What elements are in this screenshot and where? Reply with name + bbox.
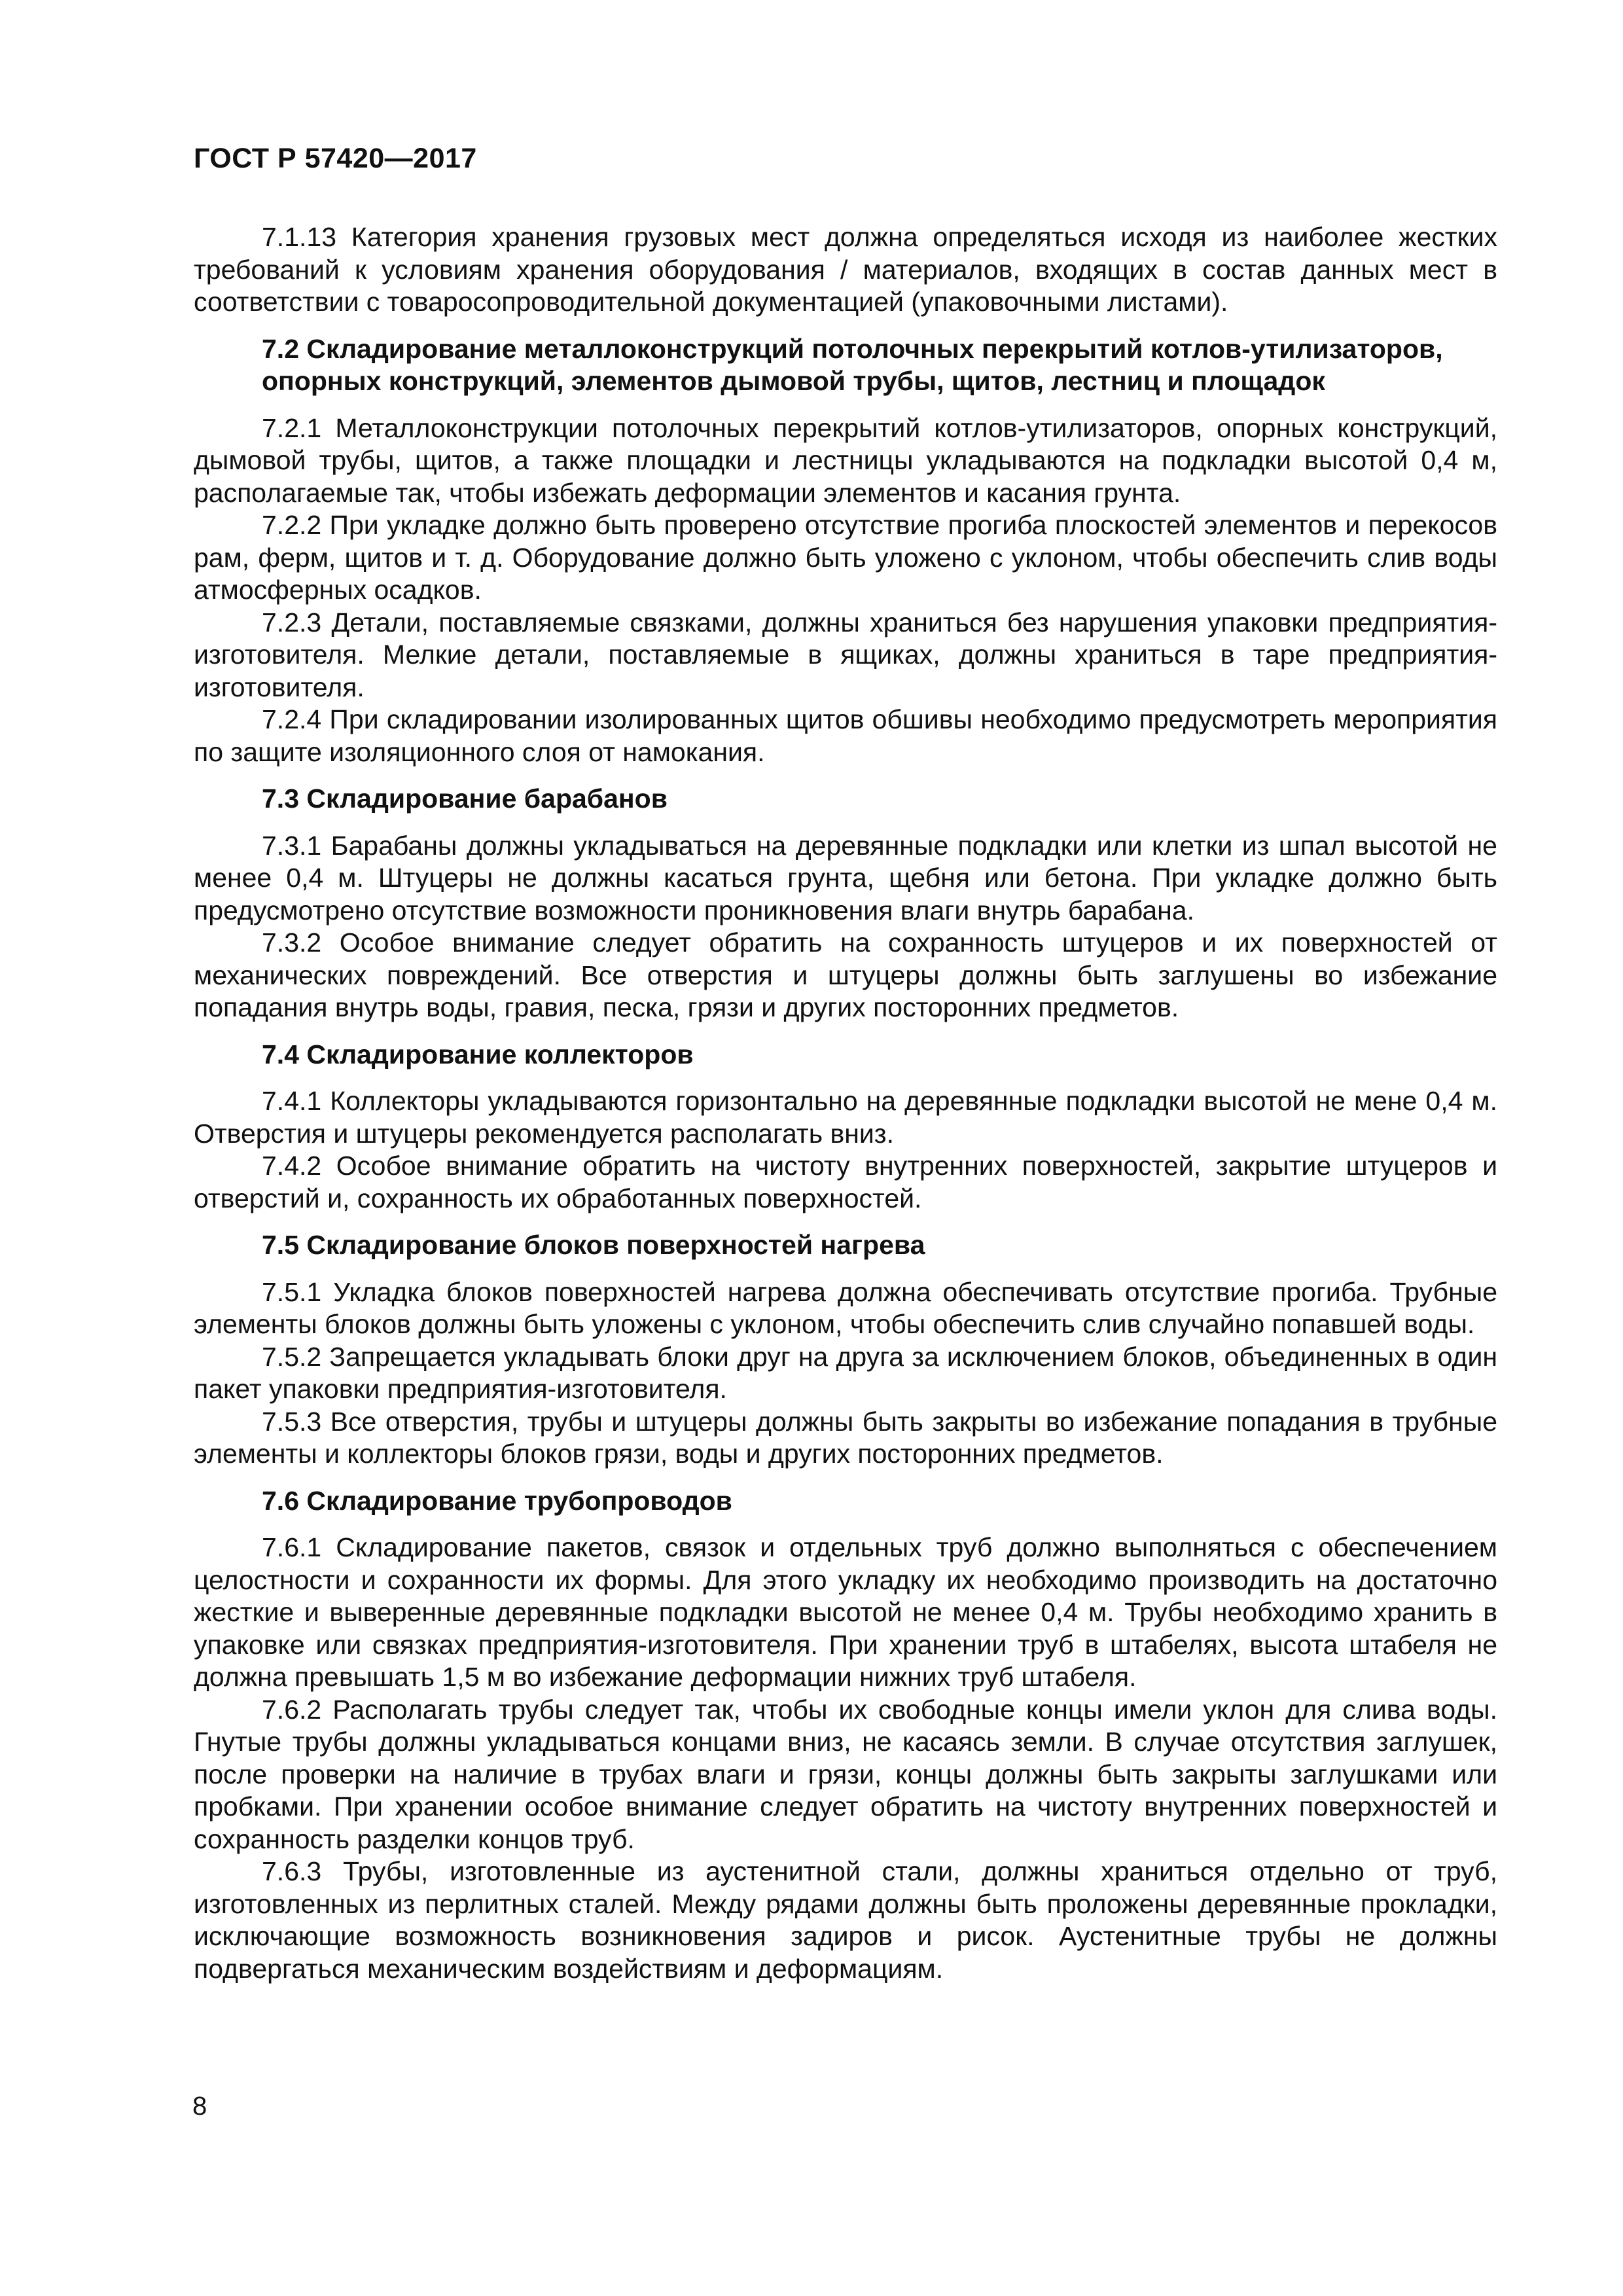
- section-heading: 7.4 Складирование коллекторов: [262, 1039, 694, 1069]
- document-body: [194, 221, 1497, 1985]
- paragraph-7-6-2: 7.6.2 Располагать трубы следует так, чтобы их свободные концы имели уклон для слива воды. Гнутые трубы должны укладываться концами вниз, не касаясь земли. В случае отсутствия заглушек, после проверки на наличие в трубах влаги и грязи, концы должны быть закрыты заглушками или пробками. При хранении особое внимание следует обратить на чистоту внутренних поверхностей и сохранность разделки концов труб.: [194, 1694, 1497, 1854]
- section-7-5: [194, 1229, 1497, 1471]
- paragraph-7-2-1: 7.2.1 Металлоконструкции потолочных перекрытий котлов-утилизаторов, опорных конструкций, дымовой трубы, щитов, а также площадки и лестницы укладываются на подкладки высотой 0,4 м, располагаемые так, чтобы избежать деформации элементов и касания грунта.: [194, 412, 1497, 508]
- paragraph-7-3-2: 7.3.2 Особое внимание следует обратить на сохранность штуцеров и их поверхностей от механических повреждений. Все отверстия и штуцеры должны быть заглушены во избежание попадания внутрь воды, гравия, песка, грязи и других посторонних предметов.: [194, 927, 1497, 1022]
- paragraph-7-1-13: 7.1.13 Категория хранения грузовых мест должна определяться исходя из наиболее жестких требований к условиям хранения оборудования / материалов, входящих в состав данных мест в соответствии с товаросопроводительной документацией (упаковочными листами).: [194, 222, 1497, 317]
- page-number: 8: [192, 2092, 207, 2121]
- section-7-4: [194, 1039, 1497, 1215]
- paragraph-7-2-4: 7.2.4 При складировании изолированных щитов обшивы необходимо предусмотреть мероприятия по защите изоляционного слоя от намокания.: [194, 704, 1497, 767]
- paragraph-7-4-1: 7.4.1 Коллекторы укладываются горизонтально на деревянные подкладки высотой не мене 0,4 м. Отверстия и штуцеры рекомендуется располагать вниз.: [194, 1086, 1497, 1149]
- section-7-2: [194, 333, 1497, 769]
- section-heading: 7.6 Складирование трубопроводов: [262, 1485, 732, 1516]
- paragraph-7-4-2: 7.4.2 Особое внимание обратить на чистоту внутренних поверхностей, закрытие штуцеров и отверстий и, сохранность их обработанных поверхностей.: [194, 1151, 1497, 1213]
- paragraph-7-5-1: 7.5.1 Укладка блоков поверхностей нагрева должна обеспечивать отсутствие прогиба. Трубные элементы блоков должны быть уложены с уклоном, чтобы обеспечить слив случайно попавшей воды.: [194, 1276, 1497, 1339]
- paragraph-7-2-2: 7.2.2 При укладке должно быть проверено отсутствие прогиба плоскостей элементов и перекосов рам, ферм, щитов и т. д. Оборудование должно быть уложено с уклоном, чтобы обеспечить слив воды атмосферных осадков.: [194, 510, 1497, 605]
- section-7-3: [194, 783, 1497, 1024]
- paragraph-7-6-3: 7.6.3 Трубы, изготовленные из аустенитной стали, должны храниться отдельно от труб, изготовленных из перлитных сталей. Между рядами должны быть проложены деревянные прокладки, исключающие возможность возникновения задиров и рисок. Аустенитные трубы не должны подвергаться механическим воздействиям и деформациям.: [194, 1856, 1497, 1984]
- standard-designation: ГОСТ Р 57420—2017: [194, 143, 477, 174]
- paragraph-7-6-1: 7.6.1 Складирование пакетов, связок и отдельных труб должно выполняться с обеспечением целостности и сохранности их формы. Для этого укладку их необходимо производить на достаточно жесткие и выверенные деревянные подкладки высотой не менее 0,4 м. Трубы необходимо хранить в упаковке или связках предприятия-изготовителя. При хранении труб в штабелях, высота штабеля не должна превышать 1,5 м во избежание деформации нижних труб штабеля.: [194, 1532, 1497, 1692]
- section-heading: 7.3 Складирование барабанов: [262, 783, 668, 814]
- paragraph-7-5-3: 7.5.3 Все отверстия, трубы и штуцеры должны быть закрыты во избежание попадания в трубные элементы и коллекторы блоков грязи, воды и других посторонних предметов.: [194, 1406, 1497, 1469]
- section-7-6: [194, 1485, 1497, 1986]
- paragraph-7-3-1: 7.3.1 Барабаны должны укладываться на деревянные подкладки или клетки из шпал высотой не менее 0,4 м. Штуцеры не должны касаться грунта, щебня или бетона. При укладке должно быть предусмотрено отсутствие возможности проникновения влаги внутрь барабана.: [194, 830, 1497, 925]
- paragraph-7-5-2: 7.5.2 Запрещается укладывать блоки друг на друга за исключением блоков, объединенных в один пакет упаковки предприятия-изготовителя.: [194, 1341, 1497, 1404]
- section-heading: 7.5 Складирование блоков поверхностей нагрева: [262, 1230, 925, 1260]
- section-heading: 7.2 Складирование металлоконструкций потолочных перекрытий котлов-утилизаторов, опорных конструкций, элементов дымовой трубы, щитов, лестниц и площадок: [262, 333, 1443, 396]
- paragraph-7-2-3: 7.2.3 Детали, поставляемые связками, должны храниться без нарушения упаковки предприятия-изготовителя. Мелкие детали, поставляемые в ящиках, должны храниться в таре предприятия-изготовителя.: [194, 607, 1497, 702]
